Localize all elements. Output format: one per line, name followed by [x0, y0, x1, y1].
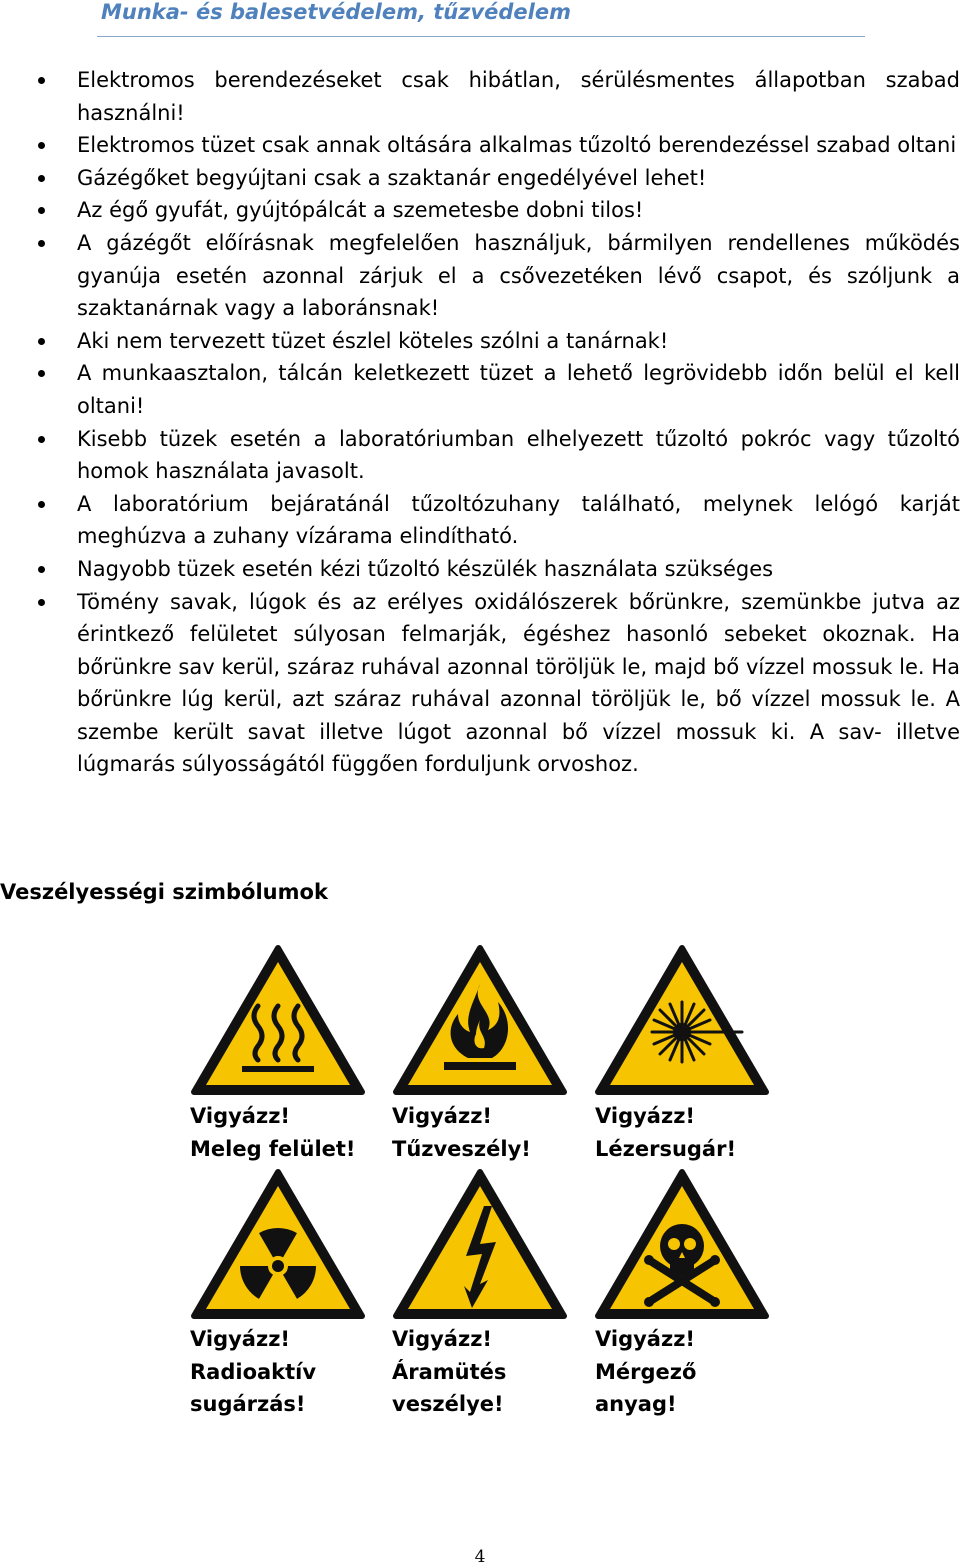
- list-item: Az égő gyufát, gyújtópálcát a szemetesbe dobni tilos!: [0, 194, 960, 227]
- bullet-icon: [38, 338, 45, 345]
- laser-icon: [594, 944, 770, 1096]
- bullet-icon: [38, 207, 45, 214]
- sign-label-hot-surface: Vigyázz! Meleg felület!: [190, 1104, 356, 1161]
- section-title: Veszélyességi szimbólumok: [0, 880, 328, 904]
- hot-surface-icon: [190, 944, 366, 1096]
- flammable-icon: [392, 944, 568, 1096]
- bullet-icon: [38, 436, 45, 443]
- bullet-icon: [38, 501, 45, 508]
- list-item: Gázégőket begyújtani csak a szaktanár engedélyével lehet!: [0, 162, 960, 195]
- sign-label-electric-shock: Vigyázz! Áramütés veszélye!: [392, 1327, 507, 1416]
- page-header: [97, 0, 865, 37]
- bullet-icon: [38, 370, 45, 377]
- header-title: Munka- és balesetvédelem, tűzvédelem: [101, 0, 571, 24]
- radioactive-icon: [190, 1168, 366, 1320]
- bullet-icon: [38, 240, 45, 247]
- list-item: A laboratórium bejáratánál tűzoltózuhany található, melynek lelógó karját meghúzva a zuhany vízárama elindítható.: [0, 488, 960, 553]
- electric-shock-icon: [392, 1168, 568, 1320]
- list-item: A gázégőt előírásnak megfelelően használjuk, bármilyen rendellenes működés gyanúja esetén azonnal zárjuk el a csővezetéken lévő csapot, és szóljunk a szaktanárnak vagy a laboránsnak!: [0, 227, 960, 325]
- bullet-icon: [38, 142, 45, 149]
- sign-label-flammable: Vigyázz! Tűzveszély!: [392, 1104, 531, 1161]
- list-item: Aki nem tervezett tüzet észlel köteles szólni a tanárnak!: [0, 325, 960, 358]
- bullet-icon: [38, 566, 45, 573]
- bullet-icon: [38, 175, 45, 182]
- sign-label-laser: Vigyázz! Lézersugár!: [595, 1104, 737, 1161]
- bullet-icon: [38, 77, 45, 84]
- sign-label-toxic: Vigyázz! Mérgező anyag!: [595, 1327, 697, 1416]
- list-item: Elektromos berendezéseket csak hibátlan, sérülésmentes állapotban szabad használni!: [0, 64, 960, 129]
- list-item: Tömény savak, lúgok és az erélyes oxidálószerek bőrünkre, szemünkbe jutva az érintkező felületet súlyosan felmarják, égéshez hasonló sebeket okoznak. Ha bőrünkre sav kerül, száraz ruhával azonnal töröljük le, majd bő vízzel mossuk le. Ha bőrünkre lúg kerül, azt száraz ruhával azonnal töröljük le, bő vízzel mossuk le. A szembe került savat illetve lúgot azonnal bő vízzel mossuk ki. A sav- illetve lúgmarás súlyosságától függően forduljunk orvoshoz.: [0, 586, 960, 782]
- safety-rules-list: [0, 64, 960, 781]
- bullet-icon: [38, 599, 45, 606]
- list-item: Kisebb tüzek esetén a laboratóriumban elhelyezett tűzoltó pokróc vagy tűzoltó homok használata javasolt.: [0, 423, 960, 488]
- page-number: 4: [474, 1547, 486, 1567]
- list-item: Elektromos tüzet csak annak oltására alkalmas tűzoltó berendezéssel szabad oltani: [0, 129, 960, 162]
- sign-label-radioactive: Vigyázz! Radioaktív sugárzás!: [190, 1327, 317, 1416]
- toxic-icon: [594, 1168, 770, 1320]
- list-item: A munkaasztalon, tálcán keletkezett tüzet a lehető legrövidebb időn belül el kell oltani!: [0, 357, 960, 422]
- list-item: Nagyobb tüzek esetén kézi tűzoltó készülék használata szükséges: [0, 553, 960, 586]
